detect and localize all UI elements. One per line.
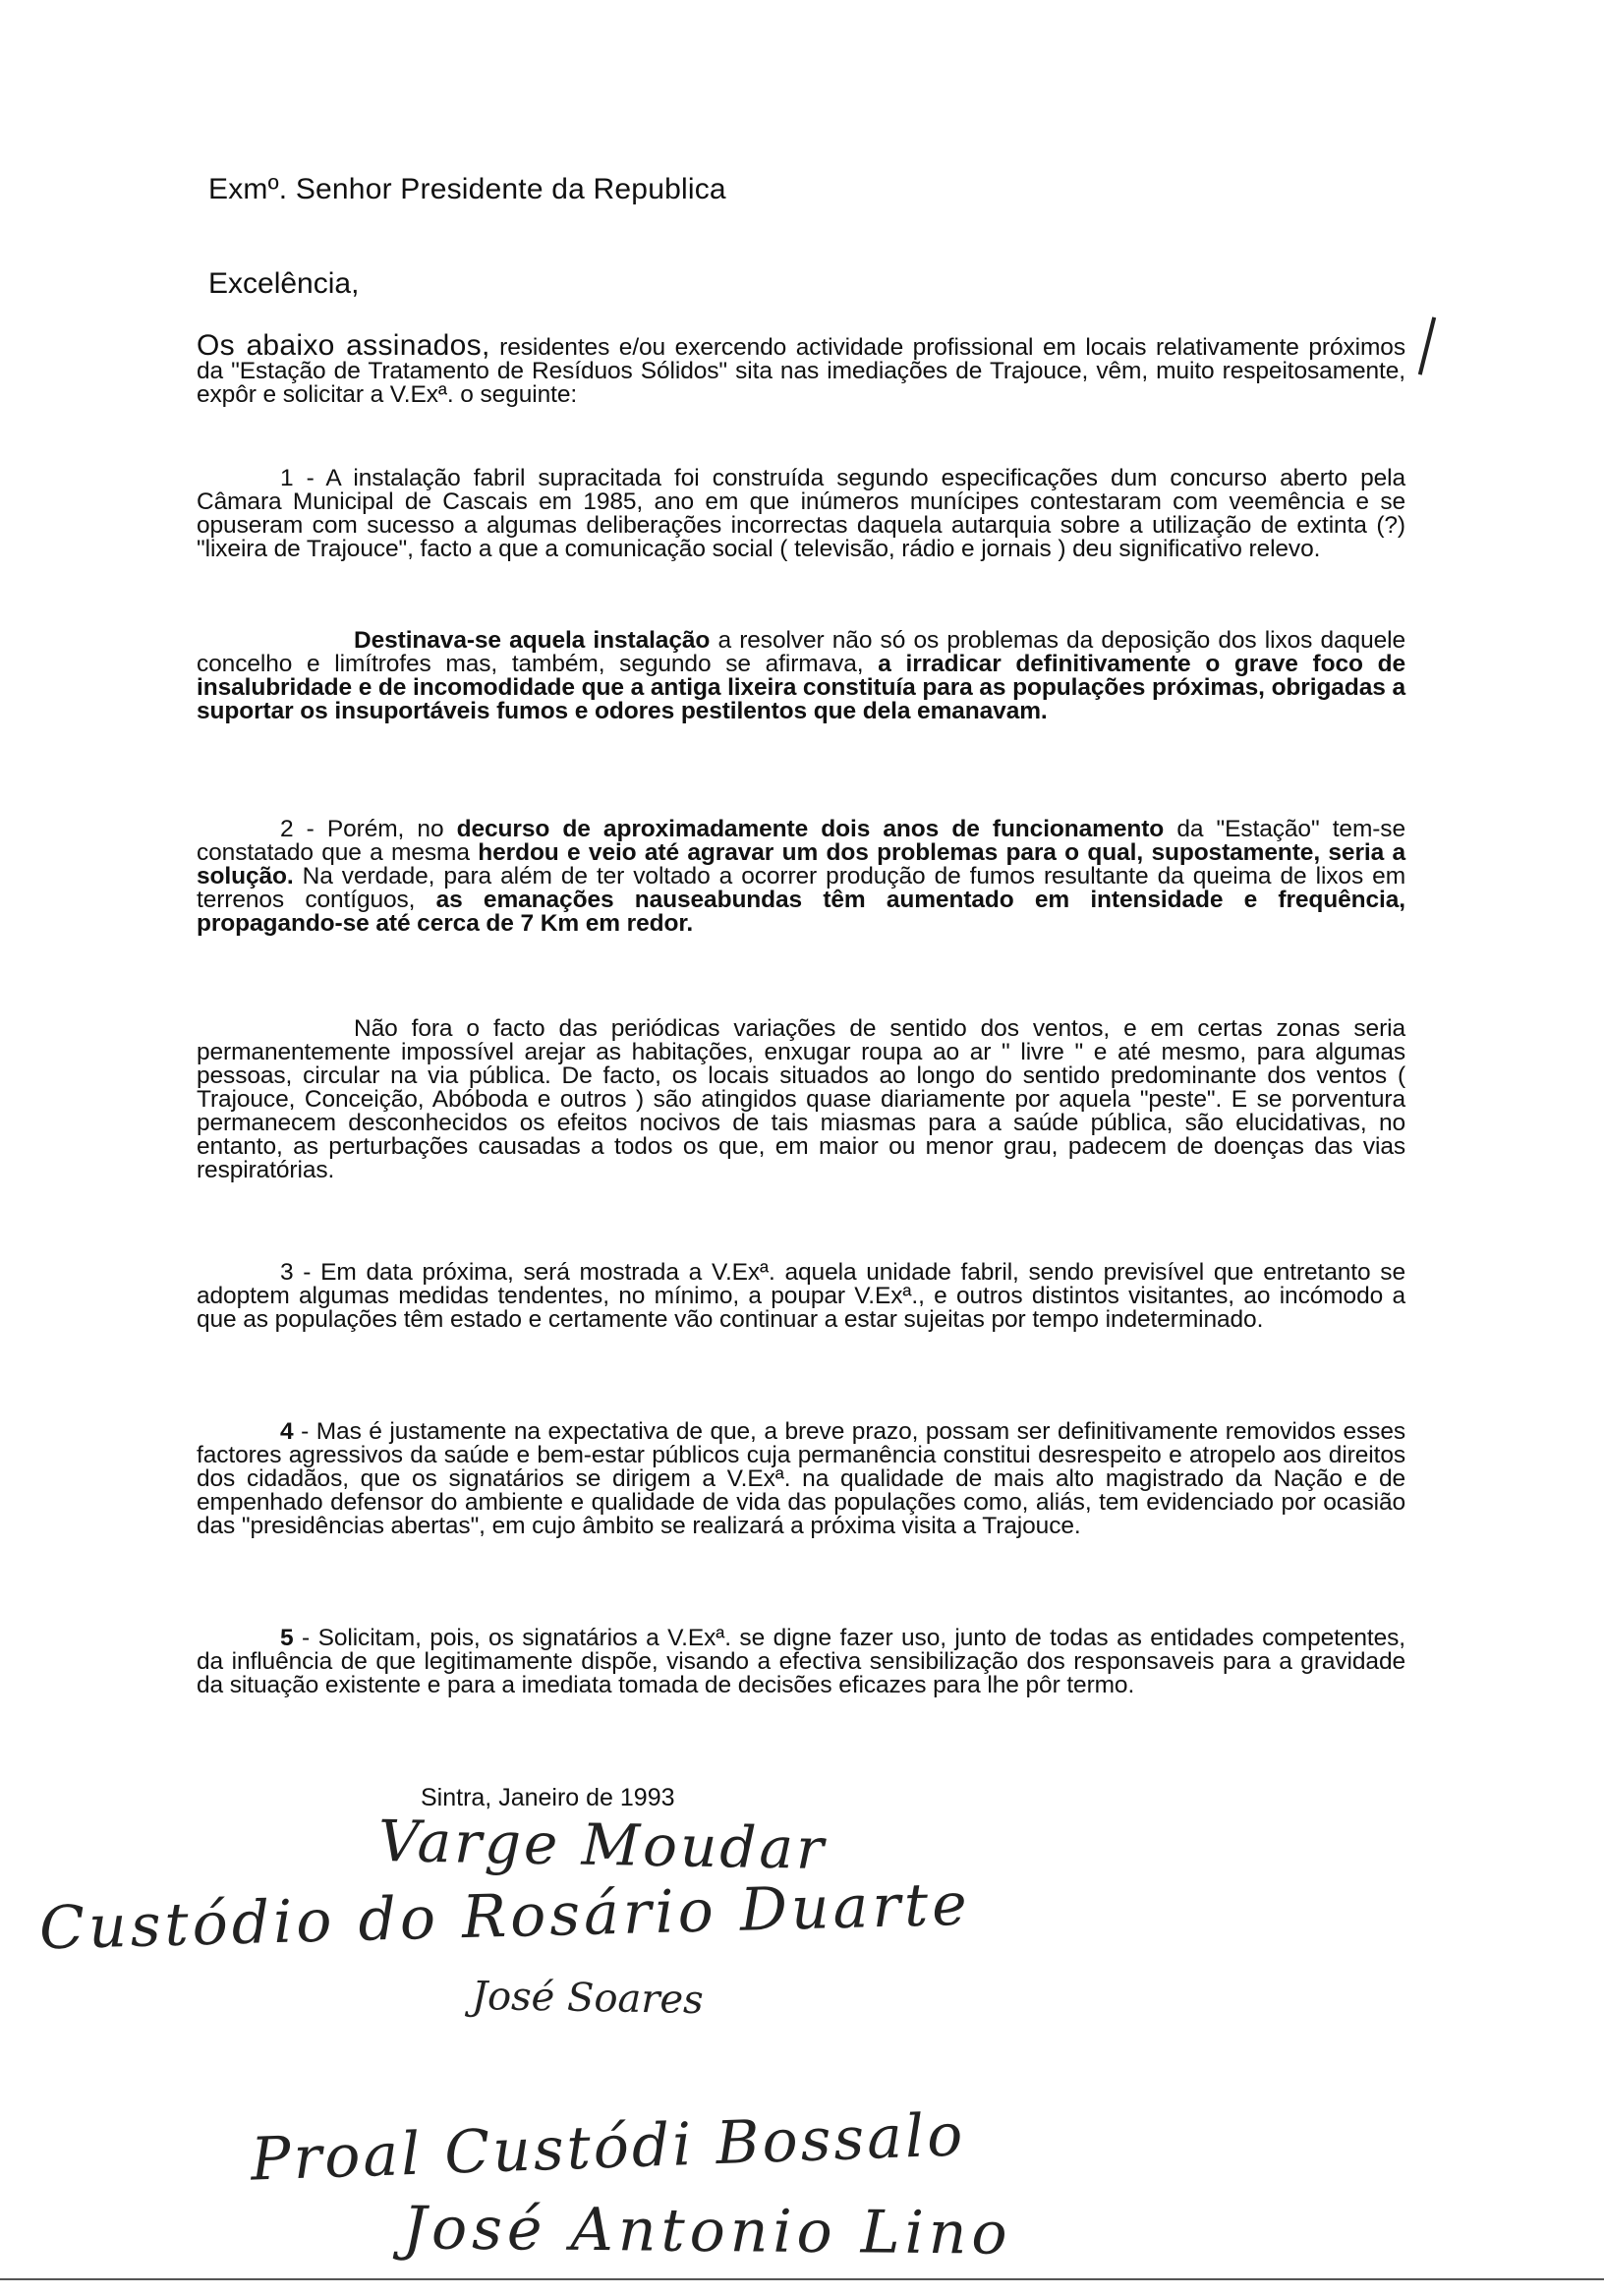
paragraph-1 — [197, 467, 1405, 561]
page-bottom-rule — [0, 2278, 1604, 2280]
greeting: Excelência, — [208, 267, 360, 300]
paragraph-2 — [197, 818, 1405, 936]
p4-text: - Mas é justamente na expectativa de que, a breve prazo, possam ser definitivamente removidos esses factores agressivos da saúde e bem-estar públicos cuja permanência constitui desrespeito e atropelo aos direitos dos cidadãos, que os signatários se dirigem a V.Exª. na qualidade de mais alto magistrado da Nação e de empenhado defensor do ambiente e qualidade de vida das populações como, aliás, tem evidenciado por ocasião das "presidências abertas", em cujo âmbito se realizará a próxima visita a Trajouce. — [197, 1418, 1405, 1539]
p2-text-c: Na verdade, para além de ter voltado a ocorrer produção de fumos resultante da queima de lixos em terrenos contíguos, — [197, 863, 1405, 913]
p1b-bold-b: a irradicar definitivamente o grave foco de insalubridade e de incomodidade que a antiga lixeira constituía para as populações próximas, obrigadas a suportar os insuportáveis fumos e odores pestilentos que dela emanavam. — [197, 651, 1405, 724]
signature-1: Varge Moudar — [377, 1808, 828, 1882]
p2-text-a: 2 - Porém, no — [280, 816, 457, 842]
margin-check-mark — [1418, 316, 1436, 374]
p4-number: 4 — [280, 1418, 294, 1445]
signature-2: Custódio do Rosário Duarte — [38, 1869, 972, 1964]
paragraph-3 — [197, 1261, 1405, 1332]
paragraph-3-text: 3 - Em data próxima, será mostrada a V.Exª. aquela unidade fabril, sendo previsível que entretanto se adoptem algumas medidas tendentes, no mínimo, a poupar V.Exª., e outros distintos visitantes, ao incómodo a que as populações têm estado e certamente vão continuar a estar sujeitas por tempo indeterminado. — [197, 1259, 1405, 1333]
paragraph-2b — [197, 1017, 1405, 1182]
salutation: Exmº. Senhor Presidente da Republica — [208, 173, 726, 205]
p2-bold-b: herdou e veio até agravar um dos problemas para o qual, supostamente, seria a solução. — [197, 839, 1406, 890]
signature-3: José Soares — [471, 1973, 705, 2024]
p5-text: - Solicitam, pois, os signatários a V.Exª. se digne fazer uso, junto de todas as entidades competentes, da influência de que legitimamente dispõe, visando a efectiva sensibilização dos responsaveis para a gravidade da situação existente e para a imediata tomada de decisões eficazes para lhe pôr termo. — [197, 1625, 1405, 1698]
p5-number: 5 — [280, 1625, 294, 1651]
intro-text: residentes e/ou exercendo actividade profissional em locais relativamente próximos da "Estação de Tratamento de Resíduos Sólidos" sita nas imediações de Trajouce, vêm, muito respeitosamente, expôr e solicitar a V.Exª. o seguinte: — [197, 334, 1405, 408]
signature-5: José Antonio Lino — [402, 2194, 1012, 2268]
signature-4: Proal Custódi Bossalo — [250, 2100, 967, 2195]
p2-text-b: da "Estação" tem-se constatado que a mesma — [197, 816, 1405, 866]
paragraph-1b — [197, 629, 1405, 723]
p2-bold-c: as emanações nauseabundas têm aumentado em intensidade e frequência, propagando-se até cerca de 7 Km em redor. — [197, 887, 1405, 937]
p1b-text-a: a resolver não só os problemas da deposição dos lixos daquele concelho e limítrofes mas, também, segundo se afirmava, — [197, 627, 1405, 677]
p2-bold-a: decurso de aproximadamente dois anos de funcionamento — [456, 816, 1165, 842]
place-date: Sintra, Janeiro de 1993 — [421, 1784, 675, 1811]
intro-paragraph — [197, 329, 1405, 408]
paragraph-2b-text: Não fora o facto das periódicas variações de sentido dos ventos, e em certas zonas seria permanentemente impossível arejar as habitações, enxugar roupa ao ar " livre " e até mesmo, para algumas pessoas, circular na via pública. De facto, os locais situados ao longo do sentido predominante dos ventos ( Trajouce, Conceição, Abóboda e outros ) são atingidos quase diariamente por aquela "peste". E se porventura permanecem desconhecidos os efeitos nocivos de tais miasmas para a saúde pública, são elucidativas, no entanto, as perturbações causadas a todos os que, em maior ou menor grau, padecem de doenças das vias respiratórias. — [197, 1015, 1405, 1183]
paragraph-5 — [197, 1627, 1405, 1697]
paragraph-1-text: 1 - A instalação fabril supracitada foi construída segundo especificações dum concurso aberto pela Câmara Municipal de Cascais em 1985, ano em que inúmeros munícipes contestaram com veemência e se opuseram com sucesso a algumas deliberações incorrectas daquela autarquia sobre a utilização de extinta (?) "lixeira de Trajouce", facto a que a comunicação social ( televisão, rádio e jornais ) deu significativo relevo. — [197, 465, 1405, 562]
intro-lead: Os abaixo assinados, — [197, 329, 490, 362]
p1b-bold-a: Destinava-se aquela instalação — [354, 627, 711, 654]
paragraph-4 — [197, 1420, 1405, 1538]
